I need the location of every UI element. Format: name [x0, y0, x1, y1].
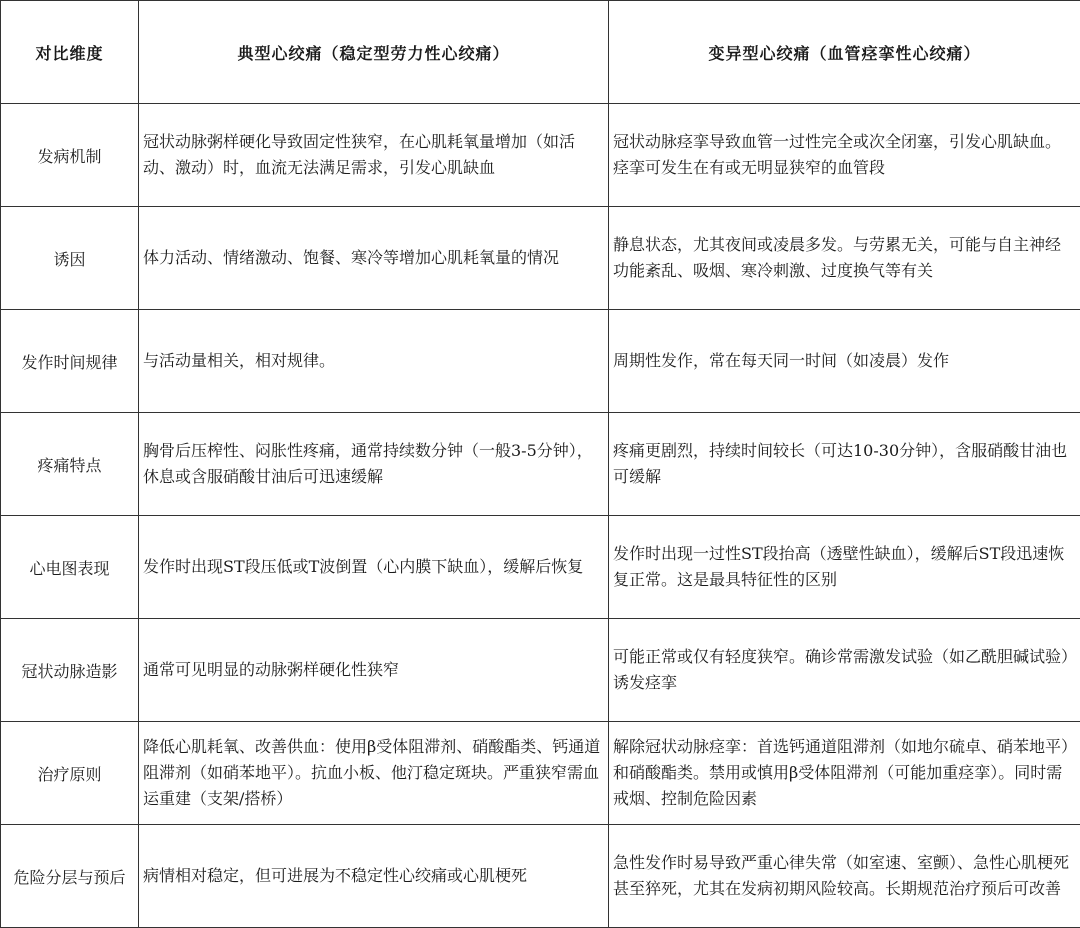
variant-cell: 可能正常或仅有轻度狭窄。确诊常需激发试验（如乙酰胆碱试验）诱发痉挛: [609, 619, 1080, 722]
variant-cell: 周期性发作，常在每天同一时间（如凌晨）发作: [609, 310, 1080, 413]
table-row: [1, 413, 1080, 516]
table-header-row: [1, 1, 1080, 104]
typical-cell: 与活动量相关，相对规律。: [139, 310, 609, 413]
variant-cell: 发作时出现一过性ST段抬高（透壁性缺血），缓解后ST段迅速恢复正常。这是最具特征性的区别: [609, 516, 1080, 619]
variant-cell: 冠状动脉痉挛导致血管一过性完全或次全闭塞，引发心肌缺血。痉挛可发生在有或无明显狭窄的血管段: [609, 104, 1080, 207]
row-dimension: 冠状动脉造影: [1, 619, 139, 722]
table-row: [1, 207, 1080, 310]
typical-cell: 体力活动、情绪激动、饱餐、寒冷等增加心肌耗氧量的情况: [139, 207, 609, 310]
table-row: [1, 619, 1080, 722]
row-dimension: 危险分层与预后: [1, 825, 139, 928]
header-dimension: 对比维度: [1, 1, 139, 104]
typical-cell: 通常可见明显的动脉粥样硬化性狭窄: [139, 619, 609, 722]
variant-cell: 急性发作时易导致严重心律失常（如室速、室颤）、急性心肌梗死甚至猝死，尤其在发病初期风险较高。长期规范治疗预后可改善: [609, 825, 1080, 928]
typical-cell: 降低心肌耗氧、改善供血：使用β受体阻滞剂、硝酸酯类、钙通道阻滞剂（如硝苯地平）。抗血小板、他汀稳定斑块。严重狭窄需血运重建（支架/搭桥）: [139, 722, 609, 825]
row-dimension: 心电图表现: [1, 516, 139, 619]
variant-cell: 解除冠状动脉痉挛：首选钙通道阻滞剂（如地尔硫卓、硝苯地平）和硝酸酯类。禁用或慎用β受体阻滞剂（可能加重痉挛）。同时需戒烟、控制危险因素: [609, 722, 1080, 825]
row-dimension: 发病机制: [1, 104, 139, 207]
typical-cell: 发作时出现ST段压低或T波倒置（心内膜下缺血），缓解后恢复: [139, 516, 609, 619]
table-row: [1, 104, 1080, 207]
table-row: [1, 825, 1080, 928]
row-dimension: 疼痛特点: [1, 413, 139, 516]
table-row: [1, 722, 1080, 825]
header-typical-angina: 典型心绞痛（稳定型劳力性心绞痛）: [139, 1, 609, 104]
variant-cell: 疼痛更剧烈，持续时间较长（可达10-30分钟），含服硝酸甘油也可缓解: [609, 413, 1080, 516]
typical-cell: 冠状动脉粥样硬化导致固定性狭窄，在心肌耗氧量增加（如活动、激动）时，血流无法满足需求，引发心肌缺血: [139, 104, 609, 207]
table-row: [1, 310, 1080, 413]
row-dimension: 治疗原则: [1, 722, 139, 825]
typical-cell: 病情相对稳定，但可进展为不稳定性心绞痛或心肌梗死: [139, 825, 609, 928]
row-dimension: 发作时间规律: [1, 310, 139, 413]
table-row: [1, 516, 1080, 619]
row-dimension: 诱因: [1, 207, 139, 310]
header-variant-angina: 变异型心绞痛（血管痉挛性心绞痛）: [609, 1, 1080, 104]
variant-cell: 静息状态，尤其夜间或凌晨多发。与劳累无关，可能与自主神经功能紊乱、吸烟、寒冷刺激、过度换气等有关: [609, 207, 1080, 310]
typical-cell: 胸骨后压榨性、闷胀性疼痛，通常持续数分钟（一般3-5分钟），休息或含服硝酸甘油后可迅速缓解: [139, 413, 609, 516]
